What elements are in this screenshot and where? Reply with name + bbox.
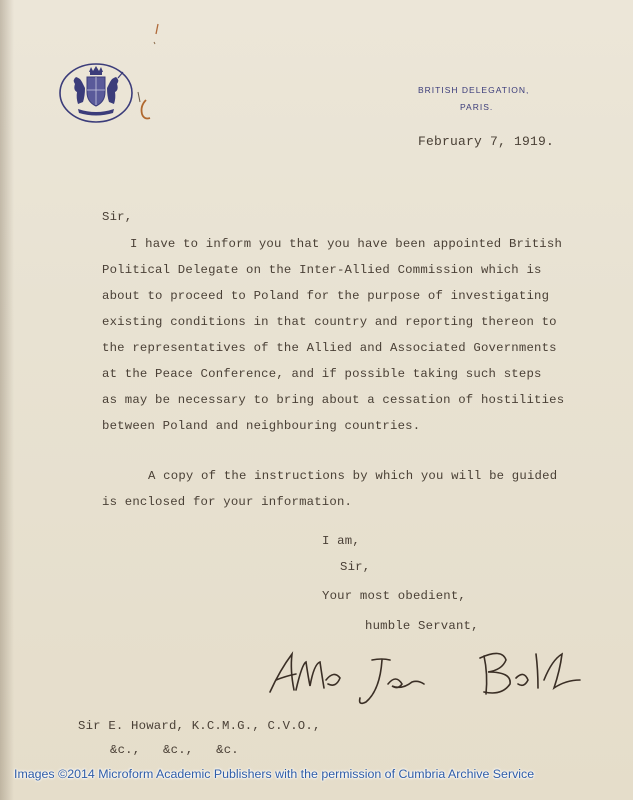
addressee-etc: &c., &c., &c. bbox=[110, 743, 239, 757]
body-line: the representatives of the Allied and Associated Governments bbox=[102, 341, 557, 355]
letter-date: February 7, 1919. bbox=[418, 134, 555, 149]
handwritten-signature bbox=[262, 640, 592, 710]
body-line: Political Delegate on the Inter-Allied Commission which is bbox=[102, 263, 542, 277]
closing-obedient: Your most obedient, bbox=[322, 589, 467, 603]
addressee: Sir E. Howard, K.C.M.G., C.V.O., bbox=[78, 719, 321, 733]
body-line: between Poland and neighbouring countries. bbox=[102, 419, 421, 433]
body-line: about to proceed to Poland for the purpose of investigating bbox=[102, 289, 550, 303]
closing-i-am: I am, bbox=[322, 534, 360, 548]
closing-servant: humble Servant, bbox=[365, 619, 479, 633]
pencil-annotation-icon bbox=[130, 80, 170, 140]
body-line: is enclosed for your information. bbox=[102, 495, 353, 509]
body-line: I have to inform you that you have been appointed British bbox=[130, 237, 563, 251]
body-line: at the Peace Conference, and if possible taking such steps bbox=[102, 367, 542, 381]
body-line: as may be necessary to bring about a cessation of hostilities bbox=[102, 393, 565, 407]
body-line: existing conditions in that country and reporting thereon to bbox=[102, 315, 557, 329]
pencil-tick-icon bbox=[150, 20, 170, 50]
salutation: Sir, bbox=[102, 210, 133, 224]
letterhead-line-2: PARIS. bbox=[460, 102, 494, 112]
page-shadow bbox=[0, 0, 14, 800]
letterhead-line-1: BRITISH DELEGATION, bbox=[418, 85, 530, 95]
image-credit: Images ©2014 Microform Academic Publishers with the permission of Cumbria Archive Service bbox=[14, 767, 535, 781]
closing-sir: Sir, bbox=[340, 560, 371, 574]
royal-crest-icon bbox=[58, 62, 134, 124]
letterhead bbox=[418, 82, 558, 116]
body-line: A copy of the instructions by which you will be guided bbox=[148, 469, 558, 483]
